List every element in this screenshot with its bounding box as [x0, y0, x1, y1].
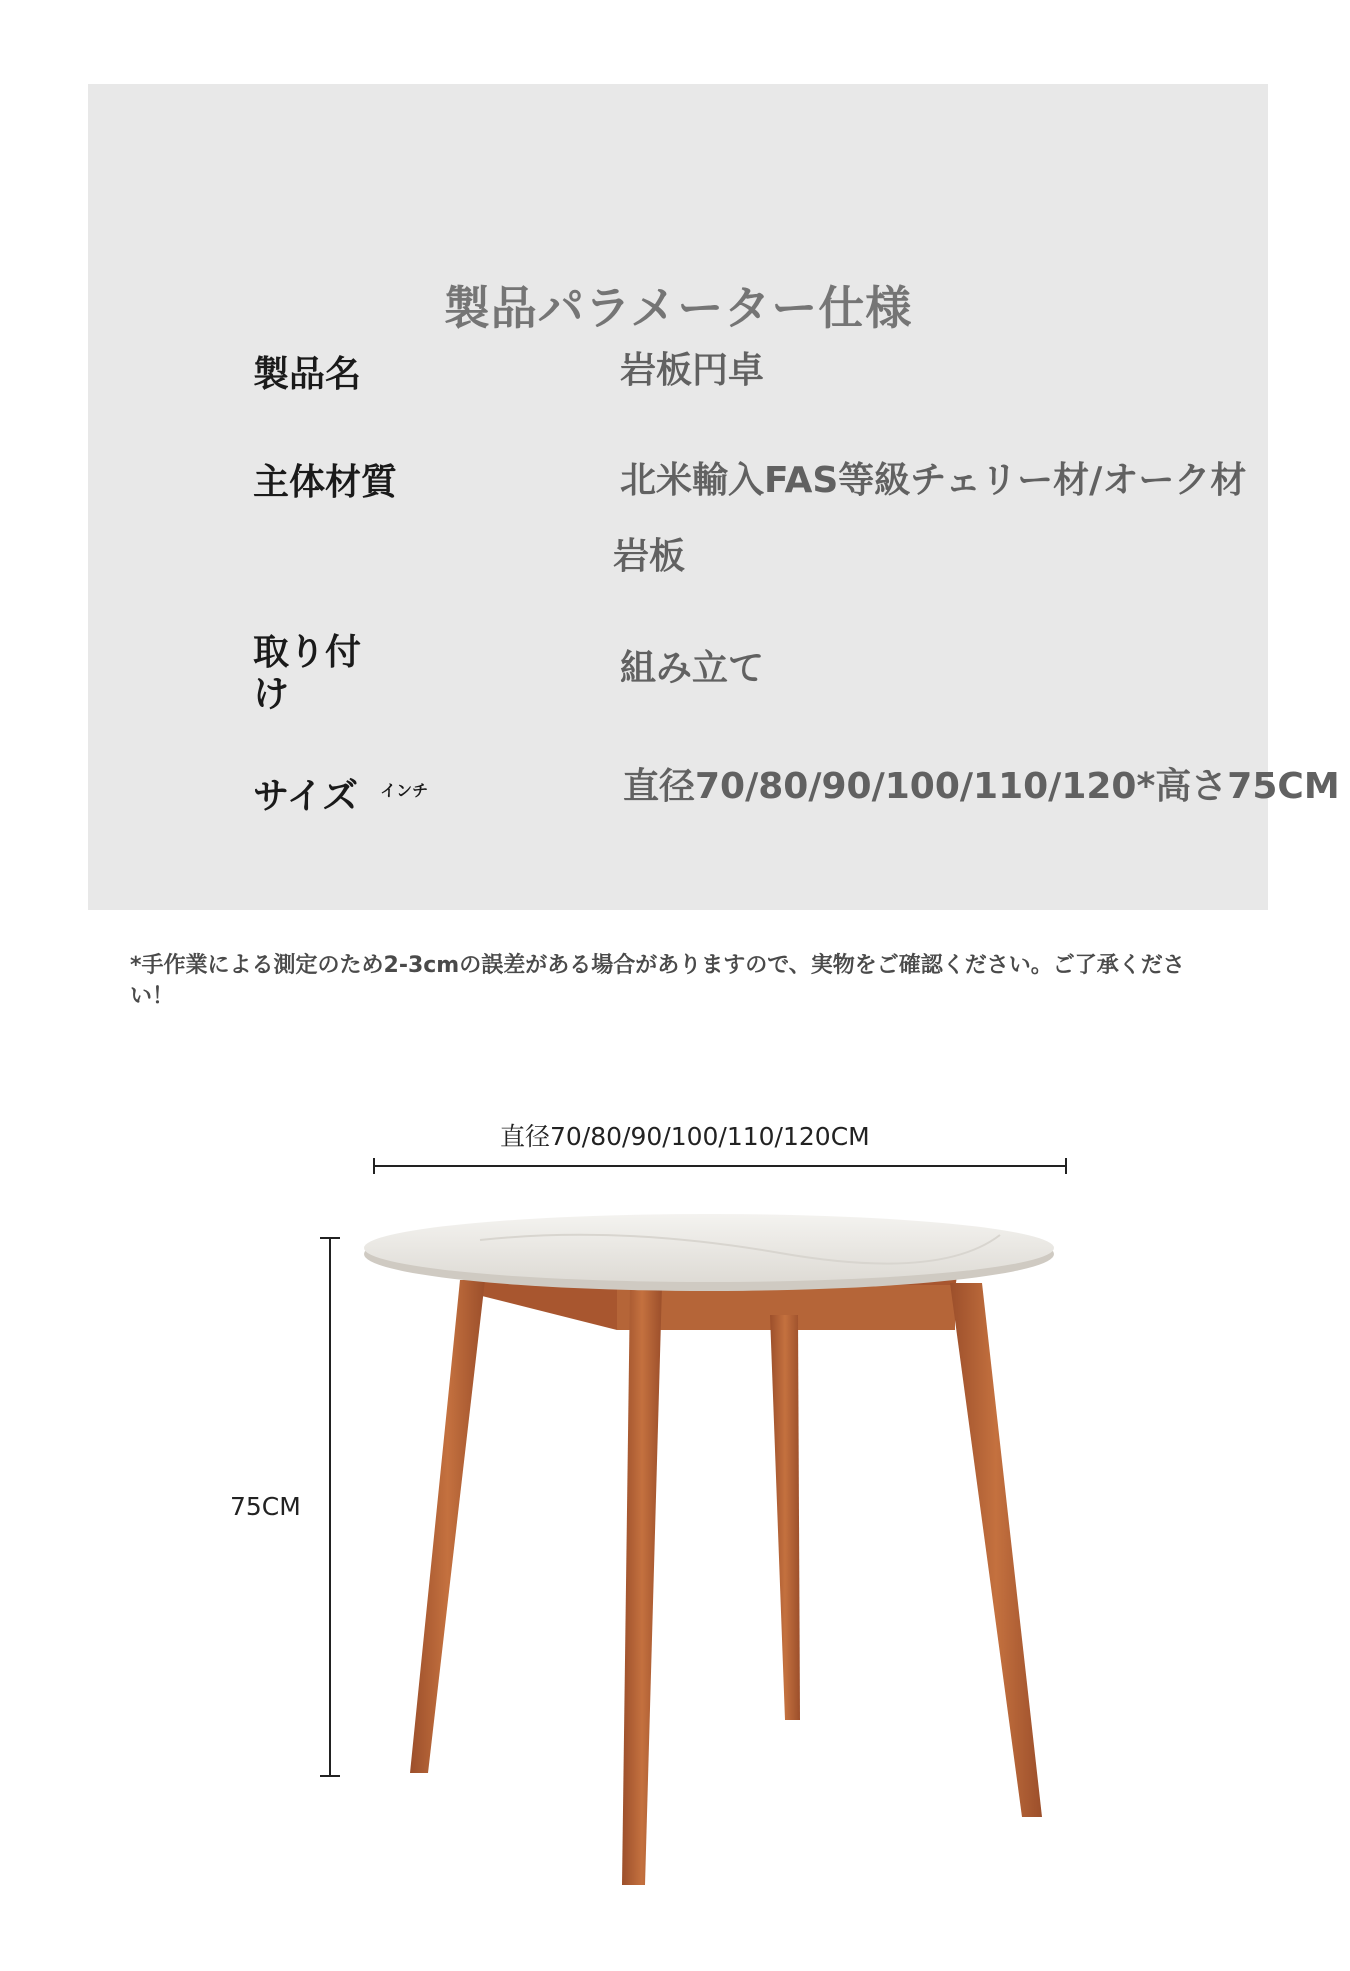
- height-label: 75CM: [230, 1492, 301, 1521]
- diameter-label: 直径70/80/90/100/110/120CM: [500, 1122, 870, 1151]
- label-installation: 取り付け: [253, 632, 362, 715]
- height-tick-bottom: [320, 1775, 340, 1777]
- diameter-line: [373, 1165, 1067, 1167]
- table-leg-front-left: [622, 1285, 662, 1885]
- label-product-name: 製品名: [253, 354, 362, 395]
- disclaimer-note: *手作業による測定のため2-3cmの誤差がある場合がありますので、実物をご確認ください。ご了承ください！: [130, 953, 1185, 1009]
- table-top: [364, 1214, 1054, 1282]
- diameter-tick-right: [1065, 1158, 1067, 1174]
- diameter-tick-left: [373, 1158, 375, 1174]
- spec-panel: [88, 84, 1340, 910]
- label-size-text: サイズ: [253, 776, 359, 817]
- label-size-note: インチ: [380, 781, 429, 800]
- label-material: 主体材質: [253, 462, 398, 503]
- table-leg-back-left: [410, 1280, 485, 1773]
- height-line: [329, 1237, 331, 1777]
- label-size: [253, 770, 428, 818]
- value-material: 北米輸入FAS等級チェリー材/オーク材: [620, 460, 1247, 501]
- height-tick-top: [320, 1237, 340, 1239]
- table-leg-back-right: [770, 1315, 800, 1720]
- table-leg-front-right: [950, 1283, 1042, 1817]
- value-size: 直径70/80/90/100/110/120*高さ75CM: [623, 766, 1340, 807]
- value-installation: 組み立て: [620, 648, 765, 689]
- table-illustration: [360, 1195, 1080, 1885]
- value-product-name: 岩板円卓: [620, 350, 765, 391]
- spec-title: 製品パラメーター仕様: [443, 281, 913, 335]
- value-material-2: 岩板: [613, 536, 686, 577]
